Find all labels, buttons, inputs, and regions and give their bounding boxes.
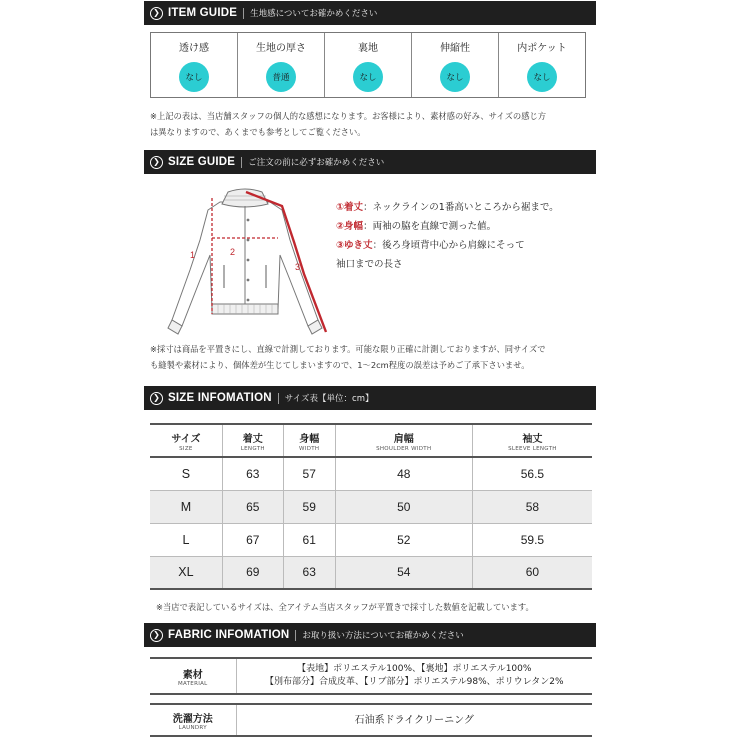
guide-cell-transparency [151, 33, 238, 97]
value-cell: 54 [335, 556, 472, 589]
guide-value-badge: なし [440, 62, 470, 92]
value-cell: 69 [222, 556, 283, 589]
legend-item-sleeve-cont: 袖口までの長さ [336, 259, 403, 270]
fabric-table [150, 657, 592, 737]
legend-item-sleeve: ③ゆき丈：後ろ身頃背中心から肩線にそって [336, 240, 525, 251]
value-cell: 60 [472, 556, 592, 589]
item-guide-subtitle: 生地感についてお確かめください [250, 9, 378, 19]
value-cell: 48 [335, 457, 472, 490]
size-guide-subtitle: ご注文の前に必ずお確かめください [248, 158, 385, 168]
value-cell: 67 [222, 523, 283, 556]
size-info-note: ※当店で表記しているサイズは、全アイテム当店スタッフが平置きで採寸した数値を記載しています。 [156, 602, 534, 612]
guide-value-badge: なし [527, 62, 557, 92]
value-cell: 59 [283, 490, 335, 523]
diagram-label-2: 2 [230, 247, 236, 257]
chevron-right-icon: ❯ [150, 7, 163, 20]
chevron-right-icon: ❯ [150, 392, 163, 405]
legend-item-width: ②身幅：両袖の脇を直線で測った値。 [336, 221, 497, 232]
laundry-header: 洗濯方法 LAUNDRY [150, 704, 236, 736]
note-line: も縫製や素材により、個体差が生じてしまいますので、1〜2cm程度の誤差は予めご了承下さいませ。 [150, 360, 530, 370]
note-line: ※上記の表は、当店舗スタッフの個人的な感想になります。お客様により、素材感の好み、サイズの感じ方 [150, 111, 547, 121]
guide-cell-thickness [238, 33, 325, 97]
value-cell: 50 [335, 490, 472, 523]
size-guide-header [144, 150, 596, 174]
chevron-right-icon: ❯ [150, 156, 163, 169]
size-info-title: SIZE INFOMATION [168, 392, 272, 404]
table-row [150, 457, 592, 490]
guide-label: 伸縮性 [440, 43, 470, 54]
table-row [150, 556, 592, 589]
note-line: は異なりますので、あくまでも参考としてご覧ください。 [150, 127, 366, 137]
size-cell: S [150, 457, 222, 490]
guide-label: 裏地 [358, 43, 378, 54]
column-header-sleeve: 袖丈 SLEEVE LENGTH [472, 424, 592, 457]
size-table [150, 423, 592, 590]
column-header-length: 着丈 LENGTH [222, 424, 283, 457]
guide-label: 透け感 [179, 43, 209, 54]
size-guide-note [150, 341, 596, 373]
size-info-header [144, 386, 596, 410]
size-guide-legend [336, 198, 559, 274]
guide-cell-inner-pocket [499, 33, 585, 97]
fabric-row-laundry [150, 704, 592, 736]
legend-item-length: ①着丈：ネックラインの1番高いところから裾まで。 [336, 202, 559, 213]
header-divider [295, 630, 296, 641]
item-guide-grid [150, 32, 586, 98]
value-cell: 63 [283, 556, 335, 589]
size-guide-title: SIZE GUIDE [168, 156, 236, 168]
size-info-subtitle: サイズ表【単位：cm】 [284, 394, 374, 404]
value-cell: 52 [335, 523, 472, 556]
fabric-info-subtitle: お取り扱い方法についてお確かめください [302, 631, 464, 641]
diagram-label-3: 3 [295, 262, 301, 272]
diagram-label-1: 1 [190, 250, 196, 260]
item-guide-title: ITEM GUIDE [168, 7, 238, 19]
value-cell: 63 [222, 457, 283, 490]
size-cell: XL [150, 556, 222, 589]
material-header: 素材 MATERIAL [150, 658, 236, 694]
size-cell: M [150, 490, 222, 523]
note-line: ※採寸は商品を平置きにし、直線で計測しております。可能な限り正確に計測しておりますが、同サイズで [150, 344, 546, 354]
jacket-measurement-diagram [160, 180, 340, 340]
header-divider [278, 393, 279, 404]
fabric-info-title: FABRIC INFOMATION [168, 629, 290, 641]
item-guide-header [144, 1, 596, 25]
value-cell: 61 [283, 523, 335, 556]
guide-cell-lining [325, 33, 412, 97]
chevron-right-icon: ❯ [150, 629, 163, 642]
guide-value-badge: なし [179, 62, 209, 92]
table-row [150, 523, 592, 556]
value-cell: 57 [283, 457, 335, 490]
value-cell: 59.5 [472, 523, 592, 556]
fabric-info-header [144, 623, 596, 647]
guide-label: 生地の厚さ [256, 43, 306, 54]
column-header-width: 身幅 WIDTH [283, 424, 335, 457]
value-cell: 65 [222, 490, 283, 523]
column-header-size: サイズ SIZE [150, 424, 222, 457]
table-row [150, 490, 592, 523]
size-table-header-row [150, 424, 592, 457]
value-cell: 58 [472, 490, 592, 523]
item-guide-note [150, 108, 596, 140]
column-header-shoulder: 肩幅 SHOULDER WIDTH [335, 424, 472, 457]
guide-value-badge: 普通 [266, 62, 296, 92]
fabric-row-material [150, 658, 592, 694]
value-cell: 56.5 [472, 457, 592, 490]
laundry-value: 石油系ドライクリーニング [236, 704, 592, 736]
guide-cell-stretch [412, 33, 499, 97]
header-divider [243, 8, 244, 19]
guide-value-badge: なし [353, 62, 383, 92]
size-cell: L [150, 523, 222, 556]
guide-label: 内ポケット [517, 43, 567, 54]
material-value: 【表地】ポリエステル100%、【裏地】ポリエステル100% 【別布部分】合成皮革、【リブ部分】ポリエステル98%、ポリウレタン2% [236, 658, 592, 694]
header-divider [241, 157, 242, 168]
